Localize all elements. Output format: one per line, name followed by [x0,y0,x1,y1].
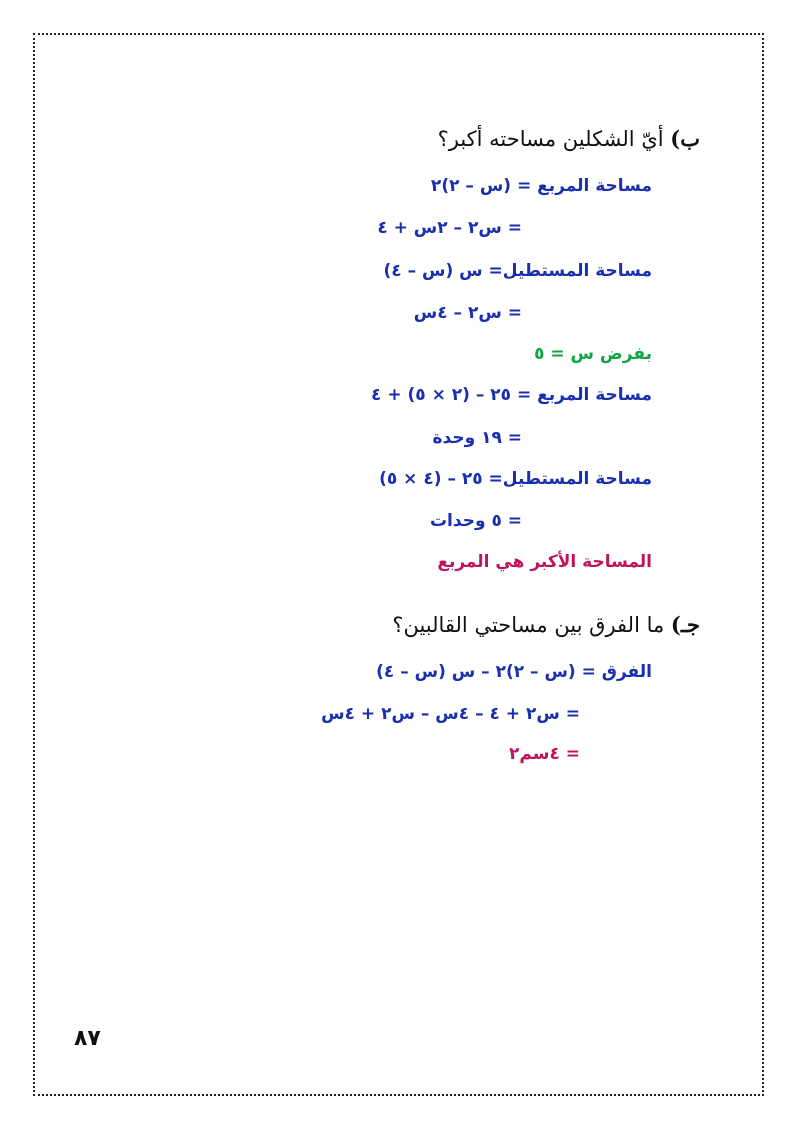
square-area-substitution: مساحة المربع = ٢٥ – (٢ × ٥) + ٤ [371,385,652,405]
page-border [33,33,764,1096]
assume-x-value: بفرض س = ٥ [534,344,652,364]
square-area-result: = ١٩ وحدة [432,428,522,448]
larger-area-conclusion: المساحة الأكبر هي المربع [437,552,652,572]
difference-expanded: = س٢ + ٤ – ٤س – س٢ + ٤س [321,704,580,724]
question-c [392,612,700,637]
rectangle-area-formula: مساحة المستطيل= س (س – ٤) [383,261,652,281]
question-b-text: أيّ الشكلين مساحته أكبر؟ [437,127,664,151]
question-c-label: جـ) [670,612,700,637]
question-c-text: ما الفرق بين مساحتي القالبين؟ [392,613,665,637]
square-area-formula: مساحة المربع = (س – ٢)٢ [430,176,652,196]
square-area-expanded: = س٢ – ٢س + ٤ [377,218,522,238]
rectangle-area-result: = ٥ وحدات [429,511,522,531]
rectangle-area-substitution: مساحة المستطيل= ٢٥ – (٤ × ٥) [379,469,652,489]
question-b [438,126,700,151]
difference-result: = ٤سم٢ [508,744,580,764]
rectangle-area-expanded: = س٢ – ٤س [413,303,522,323]
difference-formula: الفرق = (س – ٢)٢ – س (س – ٤) [376,662,652,682]
page-number: ٨٧ [74,1026,101,1051]
question-b-label: ب) [670,126,700,151]
